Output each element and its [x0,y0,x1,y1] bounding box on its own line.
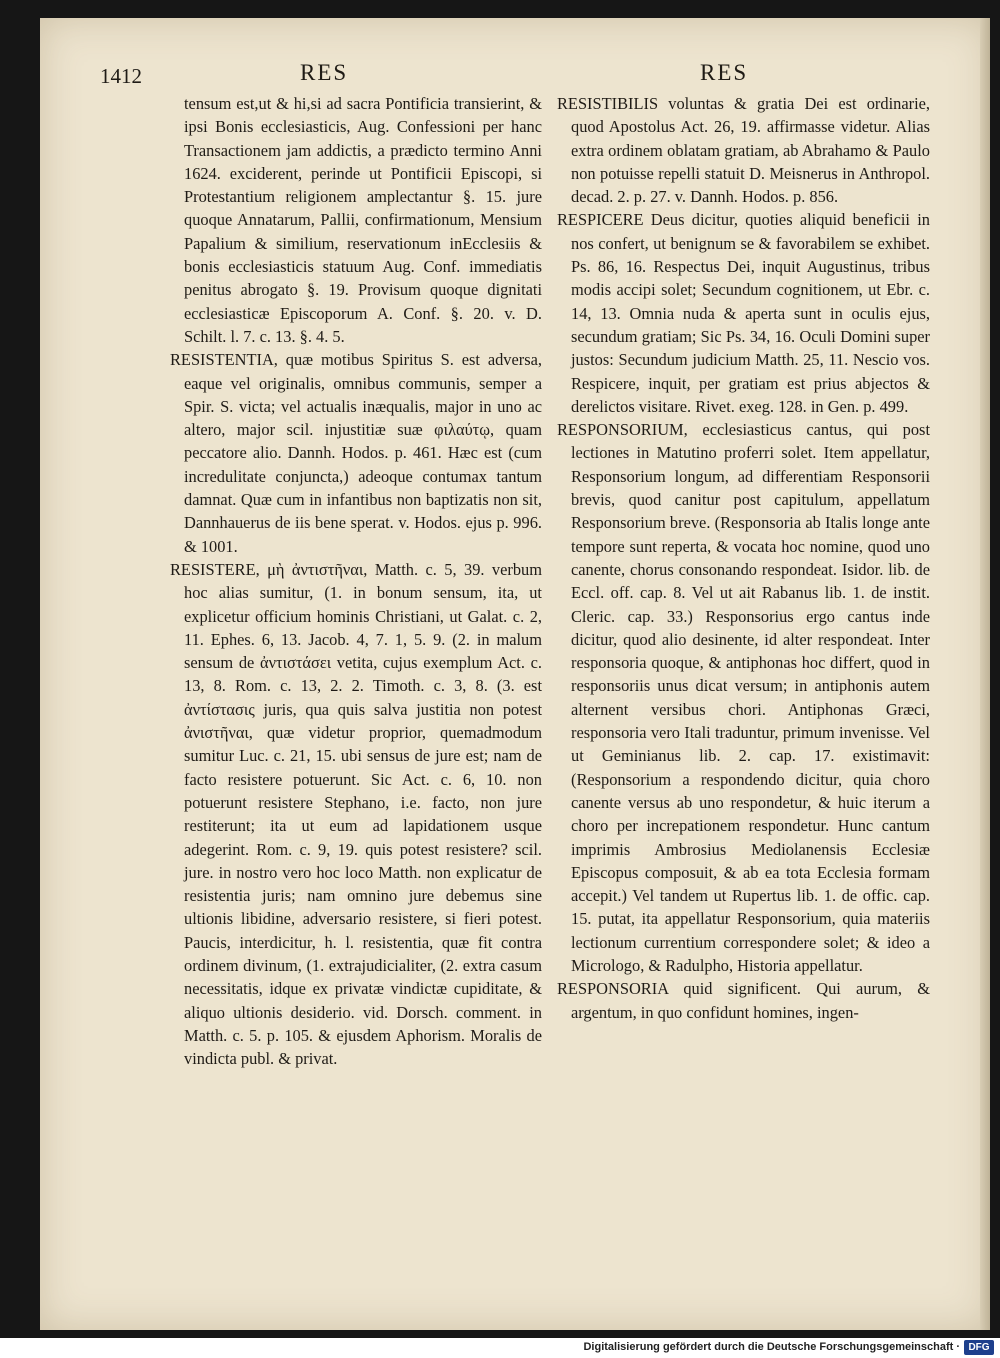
entry-responsoria: RESPONSORIA quid significent. Qui aurum, & argentum, in quo confidunt homines, ingen- [557,979,930,1022]
running-head-left: RES [300,60,349,85]
entry-respicere: RESPICERE Deus dicitur, quoties aliquid beneficii in nos confert, ut benignum se & favorabilem se exhibet. Ps. 86, 16. Respectus Dei, inquit Augustinus, tribus modis accipi solet; Secundum cognitionem, ut Ebr. c. 14, 13. Omnia nuda & aperta sunt in oculis ejus, secundum gratiam; Sic Ps. 34, 16. Oculi Domini super justos: Secundum judicium Matth. 25, 11. Nescio vos. Respicere, inquit, per gratiam est prius abjectos & derelictos visitare. Rivet. exeg. 128. in Gen. p. 499. [557,210,930,416]
entry-responsorium: RESPONSORIUM, ecclesiasticus cantus, qui post lectiones in Matutino proferri solet. Item appellatur, Responsorium longum, ad differentiam Responsorii brevis, quod canitur post capitulum, appellatum Responsorium breve. (Responsoria ab Italis longe ante tempore sunt reperta, & vocata hoc nomine, quod uno canente, chorus consonando respondeat. Isidor. lib. de Eccl. off. cap. 8. Vel ut ait Rabanus lib. 1. de instit. Cleric. cap. 33.) Responsorius ergo cantus inde dicitur, quod alio desinente, id alter respondeat. Inter responsoria quoque, & antiphonas hoc differt, quod in responsoriis unus dicat versum; in antiphonis autem alternent versibus chori. Antiphonas Græci, responsoria vero Itali traduntur, primum invenisse. Vel ut Geminianus lib. 2. cap. 17. existimavit: (Responsorium a respondendo dicitur, quia choro canente versus ab uno respondetur, & huic iterum a choro per increpationem respondetur. Hunc cantum imprimis Ambrosius Mediolanensis Ecclesiæ Episcopus composuit, & ab ea tota Ecclesia formam accepit.) Vel tandem ut Rupertus lib. 1. de offic. cap. 15. putat, ita appellatur Responsorium, quia materiis lectionum currentium correspondere solet; & ideo a Micrologo, & Radulpho, Historia appellatur. [557,420,930,975]
page-number: 1412 [100,64,142,88]
entry-continuation: tensum est,ut & hi,si ad sacra Pontificia transierint, & ipsi Bonis ecclesiasticis, Aug. Confessioni per hanc Transactionem jam addictis, a prædicto termino Anni 1624. exciderent, perinde ut Pontificii Episcopi, si Protestantium religionem amplectantur §. 15. jure quoque Annatarum, Pallii, confirmationum, Mensium Papalium & similium, reservationum inEcclesiis & bonis ecclesiasticis statuum Aug. Conf. immediatis penitus abrogato §. 19. Provisum quoque dignitati ecclesiasticæ Episcoporum A. Conf. §. 20. v. D. Schilt. l. 7. c. 13. §. 4. 5. [184,94,542,346]
dfg-logo-icon[interactable]: DFG [964,1340,994,1355]
digitization-footer [0,1338,1000,1358]
page-header [0,54,1000,94]
page-gutter [980,18,990,1330]
right-column [557,92,930,1024]
entry-resistentia: RESISTENTIA, quæ motibus Spiritus S. est adversa, eaque vel originalis, omnibus communis, semper a Spir. S. victa; vel actualis inæqualis, major in uno ac altero, major scil. injustitiæ suæ φιλαύτῳ, quam peccatore alio. Dannh. Hodos. p. 461. Hæc est (cum incredulitate conjuncta,) adeoque contumax tantum damnat. Quæ cum in infantibus non baptizatis non sit, Dannhauerus de iis bene sperat. v. Hodos. ejus p. 996. & 1001. [170,350,542,556]
left-column [170,92,542,1070]
entry-resistibilis: RESISTIBILIS voluntas & gratia Dei est ordinarie, quod Apostolus Act. 26, 19. affirmasse videtur. Alias extra ordinem oblatam gratiam, ab Abrahamo & Paulo non potuisse repelli statuit D. Meisnerus in Anthropol. decad. 2. p. 27. v. Dannh. Hodos. p. 856. [557,94,930,207]
entry-resistere: RESISTERE, μὴ ἀντιστῆναι, Matth. c. 5, 39. verbum hoc alias sumitur, (1. in bonum sensum, ita, ut explicetur officium hominis Christiani, ut Galat. c. 2, 11. Ephes. 6, 13. Jacob. 4, 7. 1, 5. 9. (2. in malum sensum de ἀντιστάσει vetita, cujus exemplum Act. c. 13, 8. Rom. c. 13, 2. 2. Timoth. c. 3, 8. (3. est ἀντίστασις juris, qua quis salva justitia non potest ἀνιστῆναι, quæ videtur proprior, quemadmodum sumitur Luc. c. 21, 15. ubi sensus de jure est; nam de facto resistere potuerunt. Sic Act. c. 6, 10. non potuerunt resistere Stephano, i.e. facto, non jure restiterunt; ita ut eum ad lapidationem usque adegerint. Rom. c. 9, 19. quis potest resistere? scil. jure. in nostro vero hoc loco Matth. non explicatur de resistentia juris; nam omnino jure debemus sine ultionis libidine, adversario resistere, si fieri potest. Paucis, interdicitur, h. l. resistentia, quæ fit contra ordinem divinum, (1. extrajudicialiter, (2. extra casum necessitatis, idque ex privatæ vindictæ cupiditate, & aliquo ultionis desiderio. vid. Dorsch. comment. in Matth. c. 5. p. 105. & ejusdem Aphorism. Moralis de vindicta publ. & privat. [170,559,542,1069]
funding-notice: Digitalisierung gefördert durch die Deutsche Forschungsgemeinschaft · [583,1341,960,1353]
running-head-right: RES [700,60,749,85]
